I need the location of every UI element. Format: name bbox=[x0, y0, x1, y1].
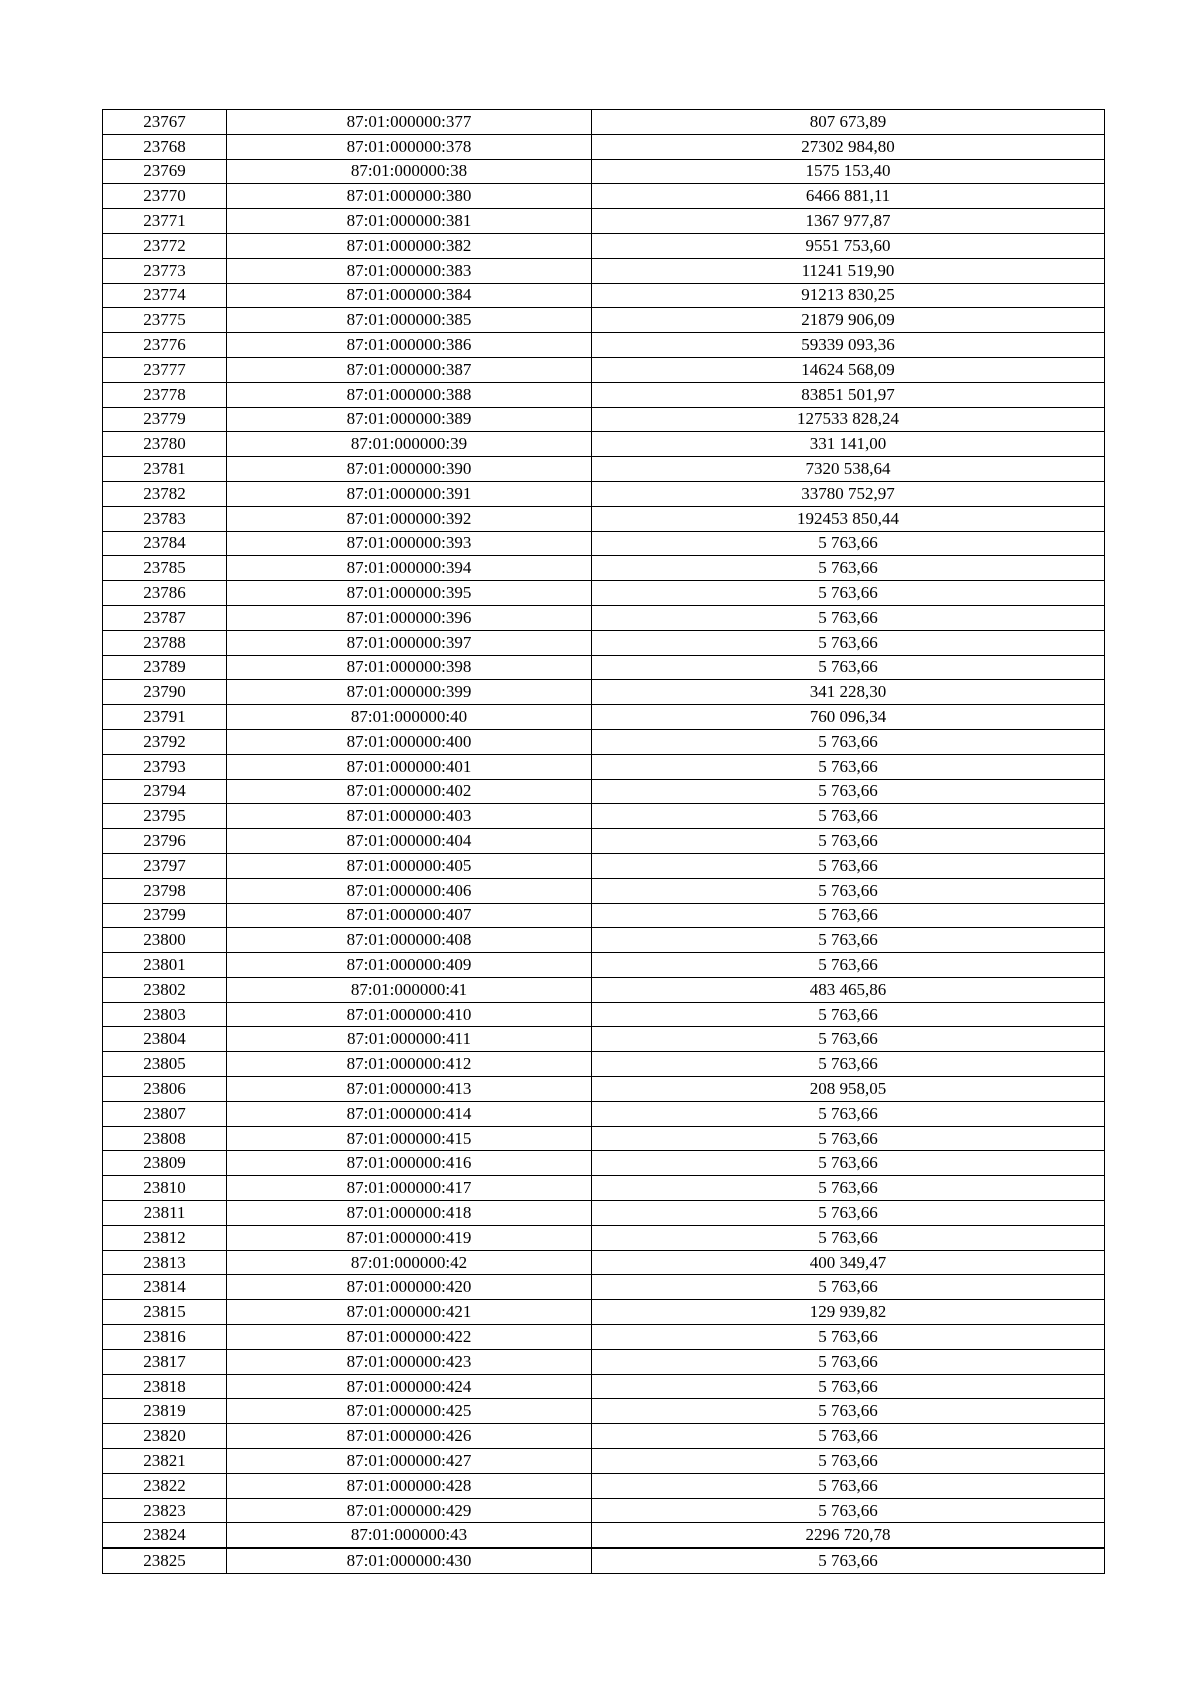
table-row bbox=[103, 1300, 1105, 1325]
row-number-cell: 23823 bbox=[103, 1498, 227, 1523]
cadastral-number-cell: 87:01:000000:404 bbox=[227, 829, 592, 854]
cadastral-value-cell: 5 763,66 bbox=[592, 531, 1105, 556]
cadastral-value-cell: 5 763,66 bbox=[592, 1548, 1105, 1573]
row-number-cell: 23796 bbox=[103, 829, 227, 854]
cadastral-value-cell: 5 763,66 bbox=[592, 1151, 1105, 1176]
row-number-cell: 23777 bbox=[103, 357, 227, 382]
table-row bbox=[103, 283, 1105, 308]
cadastral-number-cell: 87:01:000000:410 bbox=[227, 1002, 592, 1027]
cadastral-number-cell: 87:01:000000:392 bbox=[227, 506, 592, 531]
cadastral-number-cell: 87:01:000000:428 bbox=[227, 1473, 592, 1498]
cadastral-number-cell: 87:01:000000:384 bbox=[227, 283, 592, 308]
row-number-cell: 23803 bbox=[103, 1002, 227, 1027]
row-number-cell: 23791 bbox=[103, 705, 227, 730]
cadastral-value-cell: 5 763,66 bbox=[592, 1101, 1105, 1126]
cadastral-number-cell: 87:01:000000:386 bbox=[227, 333, 592, 358]
row-number-cell: 23770 bbox=[103, 184, 227, 209]
cadastral-value-cell: 5 763,66 bbox=[592, 1498, 1105, 1523]
cadastral-number-cell: 87:01:000000:407 bbox=[227, 903, 592, 928]
cadastral-value-cell: 760 096,34 bbox=[592, 705, 1105, 730]
table-row bbox=[103, 159, 1105, 184]
row-number-cell: 23774 bbox=[103, 283, 227, 308]
cadastral-value-cell: 5 763,66 bbox=[592, 1027, 1105, 1052]
cadastral-number-cell: 87:01:000000:424 bbox=[227, 1374, 592, 1399]
row-number-cell: 23792 bbox=[103, 729, 227, 754]
table-row bbox=[103, 829, 1105, 854]
table-row bbox=[103, 1077, 1105, 1102]
row-number-cell: 23768 bbox=[103, 134, 227, 159]
cadastral-value-cell: 807 673,89 bbox=[592, 110, 1105, 135]
table-row bbox=[103, 506, 1105, 531]
row-number-cell: 23798 bbox=[103, 878, 227, 903]
cadastral-value-cell: 5 763,66 bbox=[592, 1176, 1105, 1201]
cadastral-number-cell: 87:01:000000:409 bbox=[227, 953, 592, 978]
cadastral-value-cell: 9551 753,60 bbox=[592, 233, 1105, 258]
row-number-cell: 23793 bbox=[103, 754, 227, 779]
table-row bbox=[103, 357, 1105, 382]
row-number-cell: 23818 bbox=[103, 1374, 227, 1399]
cadastral-value-cell: 5 763,66 bbox=[592, 878, 1105, 903]
row-number-cell: 23794 bbox=[103, 779, 227, 804]
cadastral-value-cell: 5 763,66 bbox=[592, 1002, 1105, 1027]
cadastral-value-cell: 331 141,00 bbox=[592, 432, 1105, 457]
row-number-cell: 23813 bbox=[103, 1250, 227, 1275]
row-number-cell: 23811 bbox=[103, 1201, 227, 1226]
cadastral-number-cell: 87:01:000000:430 bbox=[227, 1548, 592, 1573]
row-number-cell: 23825 bbox=[103, 1548, 227, 1573]
row-number-cell: 23824 bbox=[103, 1523, 227, 1548]
cadastral-value-cell: 11241 519,90 bbox=[592, 258, 1105, 283]
cadastral-value-cell: 5 763,66 bbox=[592, 1275, 1105, 1300]
cadastral-number-cell: 87:01:000000:421 bbox=[227, 1300, 592, 1325]
cadastral-number-cell: 87:01:000000:377 bbox=[227, 110, 592, 135]
cadastral-number-cell: 87:01:000000:41 bbox=[227, 977, 592, 1002]
row-number-cell: 23800 bbox=[103, 928, 227, 953]
cadastral-number-cell: 87:01:000000:383 bbox=[227, 258, 592, 283]
cadastral-value-cell: 192453 850,44 bbox=[592, 506, 1105, 531]
row-number-cell: 23807 bbox=[103, 1101, 227, 1126]
cadastral-number-cell: 87:01:000000:394 bbox=[227, 556, 592, 581]
row-number-cell: 23769 bbox=[103, 159, 227, 184]
row-number-cell: 23805 bbox=[103, 1052, 227, 1077]
cadastral-value-cell: 5 763,66 bbox=[592, 556, 1105, 581]
cadastral-number-cell: 87:01:000000:397 bbox=[227, 630, 592, 655]
cadastral-value-cell: 5 763,66 bbox=[592, 605, 1105, 630]
row-number-cell: 23772 bbox=[103, 233, 227, 258]
cadastral-number-cell: 87:01:000000:412 bbox=[227, 1052, 592, 1077]
table-row bbox=[103, 779, 1105, 804]
cadastral-value-cell: 5 763,66 bbox=[592, 1473, 1105, 1498]
cadastral-number-cell: 87:01:000000:389 bbox=[227, 407, 592, 432]
table-body bbox=[103, 110, 1105, 1574]
cadastral-value-cell: 5 763,66 bbox=[592, 1225, 1105, 1250]
table-row bbox=[103, 853, 1105, 878]
row-number-cell: 23797 bbox=[103, 853, 227, 878]
table-row bbox=[103, 1052, 1105, 1077]
table-row bbox=[103, 1002, 1105, 1027]
row-number-cell: 23817 bbox=[103, 1349, 227, 1374]
cadastral-number-cell: 87:01:000000:402 bbox=[227, 779, 592, 804]
cadastral-number-cell: 87:01:000000:423 bbox=[227, 1349, 592, 1374]
cadastral-number-cell: 87:01:000000:39 bbox=[227, 432, 592, 457]
table-row bbox=[103, 1250, 1105, 1275]
table-row bbox=[103, 705, 1105, 730]
cadastral-value-cell: 33780 752,97 bbox=[592, 481, 1105, 506]
cadastral-value-cell: 5 763,66 bbox=[592, 1201, 1105, 1226]
cadastral-value-cell: 5 763,66 bbox=[592, 903, 1105, 928]
table-row bbox=[103, 1473, 1105, 1498]
row-number-cell: 23822 bbox=[103, 1473, 227, 1498]
table-row bbox=[103, 1275, 1105, 1300]
cadastral-value-cell: 5 763,66 bbox=[592, 853, 1105, 878]
row-number-cell: 23781 bbox=[103, 457, 227, 482]
row-number-cell: 23812 bbox=[103, 1225, 227, 1250]
table-row bbox=[103, 605, 1105, 630]
cadastral-number-cell: 87:01:000000:391 bbox=[227, 481, 592, 506]
table-row bbox=[103, 457, 1105, 482]
cadastral-value-cell: 483 465,86 bbox=[592, 977, 1105, 1002]
table-row bbox=[103, 110, 1105, 135]
cadastral-number-cell: 87:01:000000:395 bbox=[227, 581, 592, 606]
table-row bbox=[103, 928, 1105, 953]
cadastral-number-cell: 87:01:000000:378 bbox=[227, 134, 592, 159]
cadastral-number-cell: 87:01:000000:380 bbox=[227, 184, 592, 209]
cadastral-value-cell: 208 958,05 bbox=[592, 1077, 1105, 1102]
table-row bbox=[103, 903, 1105, 928]
table-row bbox=[103, 1349, 1105, 1374]
cadastral-value-cell: 27302 984,80 bbox=[592, 134, 1105, 159]
cadastral-number-cell: 87:01:000000:420 bbox=[227, 1275, 592, 1300]
row-number-cell: 23790 bbox=[103, 680, 227, 705]
row-number-cell: 23788 bbox=[103, 630, 227, 655]
table-row bbox=[103, 680, 1105, 705]
table-row bbox=[103, 754, 1105, 779]
table-row bbox=[103, 382, 1105, 407]
table-row bbox=[103, 1399, 1105, 1424]
cadastral-number-cell: 87:01:000000:417 bbox=[227, 1176, 592, 1201]
cadastral-value-cell: 5 763,66 bbox=[592, 1374, 1105, 1399]
cadastral-value-cell: 5 763,66 bbox=[592, 1449, 1105, 1474]
cadastral-number-cell: 87:01:000000:42 bbox=[227, 1250, 592, 1275]
table-row bbox=[103, 1225, 1105, 1250]
cadastral-number-cell: 87:01:000000:382 bbox=[227, 233, 592, 258]
table-row bbox=[103, 1374, 1105, 1399]
row-number-cell: 23821 bbox=[103, 1449, 227, 1474]
cadastral-value-cell: 5 763,66 bbox=[592, 1349, 1105, 1374]
cadastral-number-cell: 87:01:000000:400 bbox=[227, 729, 592, 754]
cadastral-number-cell: 87:01:000000:429 bbox=[227, 1498, 592, 1523]
cadastral-value-cell: 5 763,66 bbox=[592, 655, 1105, 680]
table-row bbox=[103, 556, 1105, 581]
row-number-cell: 23780 bbox=[103, 432, 227, 457]
row-number-cell: 23789 bbox=[103, 655, 227, 680]
row-number-cell: 23806 bbox=[103, 1077, 227, 1102]
table-row bbox=[103, 134, 1105, 159]
table-row bbox=[103, 1101, 1105, 1126]
cadastral-number-cell: 87:01:000000:403 bbox=[227, 804, 592, 829]
row-number-cell: 23776 bbox=[103, 333, 227, 358]
table-row bbox=[103, 1424, 1105, 1449]
cadastral-value-cell: 400 349,47 bbox=[592, 1250, 1105, 1275]
row-number-cell: 23808 bbox=[103, 1126, 227, 1151]
table-row bbox=[103, 1523, 1105, 1548]
cadastral-number-cell: 87:01:000000:419 bbox=[227, 1225, 592, 1250]
cadastral-number-cell: 87:01:000000:381 bbox=[227, 209, 592, 234]
table-row bbox=[103, 1201, 1105, 1226]
row-number-cell: 23816 bbox=[103, 1325, 227, 1350]
cadastral-number-cell: 87:01:000000:385 bbox=[227, 308, 592, 333]
table-row bbox=[103, 1498, 1105, 1523]
cadastral-number-cell: 87:01:000000:425 bbox=[227, 1399, 592, 1424]
table-row bbox=[103, 1126, 1105, 1151]
cadastral-value-cell: 5 763,66 bbox=[592, 1325, 1105, 1350]
table-row bbox=[103, 432, 1105, 457]
row-number-cell: 23801 bbox=[103, 953, 227, 978]
cadastral-number-cell: 87:01:000000:406 bbox=[227, 878, 592, 903]
table-row bbox=[103, 481, 1105, 506]
row-number-cell: 23799 bbox=[103, 903, 227, 928]
cadastral-value-cell: 5 763,66 bbox=[592, 1424, 1105, 1449]
cadastral-value-cell: 2296 720,78 bbox=[592, 1523, 1105, 1548]
row-number-cell: 23771 bbox=[103, 209, 227, 234]
row-number-cell: 23786 bbox=[103, 581, 227, 606]
cadastral-number-cell: 87:01:000000:40 bbox=[227, 705, 592, 730]
cadastral-value-cell: 5 763,66 bbox=[592, 754, 1105, 779]
cadastral-number-cell: 87:01:000000:38 bbox=[227, 159, 592, 184]
cadastral-value-cell: 91213 830,25 bbox=[592, 283, 1105, 308]
row-number-cell: 23810 bbox=[103, 1176, 227, 1201]
cadastral-value-cell: 7320 538,64 bbox=[592, 457, 1105, 482]
row-number-cell: 23787 bbox=[103, 605, 227, 630]
cadastral-value-cell: 5 763,66 bbox=[592, 829, 1105, 854]
cadastral-number-cell: 87:01:000000:411 bbox=[227, 1027, 592, 1052]
cadastral-number-cell: 87:01:000000:405 bbox=[227, 853, 592, 878]
table-row bbox=[103, 1325, 1105, 1350]
cadastral-value-cell: 5 763,66 bbox=[592, 729, 1105, 754]
cadastral-number-cell: 87:01:000000:387 bbox=[227, 357, 592, 382]
cadastral-value-table bbox=[102, 109, 1105, 1574]
cadastral-value-cell: 21879 906,09 bbox=[592, 308, 1105, 333]
row-number-cell: 23778 bbox=[103, 382, 227, 407]
row-number-cell: 23809 bbox=[103, 1151, 227, 1176]
cadastral-number-cell: 87:01:000000:398 bbox=[227, 655, 592, 680]
row-number-cell: 23785 bbox=[103, 556, 227, 581]
cadastral-value-cell: 59339 093,36 bbox=[592, 333, 1105, 358]
cadastral-number-cell: 87:01:000000:43 bbox=[227, 1523, 592, 1548]
cadastral-number-cell: 87:01:000000:393 bbox=[227, 531, 592, 556]
cadastral-number-cell: 87:01:000000:396 bbox=[227, 605, 592, 630]
table-row bbox=[103, 1027, 1105, 1052]
table-row bbox=[103, 184, 1105, 209]
cadastral-value-cell: 5 763,66 bbox=[592, 1126, 1105, 1151]
table-row bbox=[103, 308, 1105, 333]
row-number-cell: 23775 bbox=[103, 308, 227, 333]
row-number-cell: 23820 bbox=[103, 1424, 227, 1449]
cadastral-number-cell: 87:01:000000:390 bbox=[227, 457, 592, 482]
table-row bbox=[103, 407, 1105, 432]
table-row bbox=[103, 977, 1105, 1002]
cadastral-number-cell: 87:01:000000:418 bbox=[227, 1201, 592, 1226]
cadastral-number-cell: 87:01:000000:426 bbox=[227, 1424, 592, 1449]
cadastral-value-cell: 1575 153,40 bbox=[592, 159, 1105, 184]
cadastral-value-cell: 5 763,66 bbox=[592, 1399, 1105, 1424]
cadastral-number-cell: 87:01:000000:415 bbox=[227, 1126, 592, 1151]
row-number-cell: 23779 bbox=[103, 407, 227, 432]
cadastral-value-cell: 6466 881,11 bbox=[592, 184, 1105, 209]
row-number-cell: 23819 bbox=[103, 1399, 227, 1424]
cadastral-value-cell: 5 763,66 bbox=[592, 953, 1105, 978]
cadastral-number-cell: 87:01:000000:401 bbox=[227, 754, 592, 779]
table-row bbox=[103, 258, 1105, 283]
cadastral-value-cell: 14624 568,09 bbox=[592, 357, 1105, 382]
table-row bbox=[103, 655, 1105, 680]
cadastral-value-cell: 5 763,66 bbox=[592, 779, 1105, 804]
row-number-cell: 23802 bbox=[103, 977, 227, 1002]
table-row bbox=[103, 1449, 1105, 1474]
row-number-cell: 23783 bbox=[103, 506, 227, 531]
table-row bbox=[103, 1548, 1105, 1573]
cadastral-value-cell: 127533 828,24 bbox=[592, 407, 1105, 432]
cadastral-number-cell: 87:01:000000:388 bbox=[227, 382, 592, 407]
row-number-cell: 23804 bbox=[103, 1027, 227, 1052]
cadastral-number-cell: 87:01:000000:408 bbox=[227, 928, 592, 953]
cadastral-value-cell: 5 763,66 bbox=[592, 581, 1105, 606]
cadastral-number-cell: 87:01:000000:414 bbox=[227, 1101, 592, 1126]
row-number-cell: 23784 bbox=[103, 531, 227, 556]
cadastral-value-cell: 5 763,66 bbox=[592, 630, 1105, 655]
row-number-cell: 23815 bbox=[103, 1300, 227, 1325]
cadastral-value-cell: 129 939,82 bbox=[592, 1300, 1105, 1325]
table-row bbox=[103, 729, 1105, 754]
row-number-cell: 23782 bbox=[103, 481, 227, 506]
table-row bbox=[103, 581, 1105, 606]
cadastral-number-cell: 87:01:000000:427 bbox=[227, 1449, 592, 1474]
cadastral-value-cell: 341 228,30 bbox=[592, 680, 1105, 705]
cadastral-value-cell: 5 763,66 bbox=[592, 1052, 1105, 1077]
table-row bbox=[103, 878, 1105, 903]
table-row bbox=[103, 630, 1105, 655]
table-row bbox=[103, 209, 1105, 234]
cadastral-value-cell: 1367 977,87 bbox=[592, 209, 1105, 234]
cadastral-number-cell: 87:01:000000:399 bbox=[227, 680, 592, 705]
table-row bbox=[103, 1151, 1105, 1176]
row-number-cell: 23773 bbox=[103, 258, 227, 283]
table-row bbox=[103, 233, 1105, 258]
table-row bbox=[103, 953, 1105, 978]
cadastral-value-cell: 5 763,66 bbox=[592, 804, 1105, 829]
cadastral-value-cell: 83851 501,97 bbox=[592, 382, 1105, 407]
cadastral-number-cell: 87:01:000000:416 bbox=[227, 1151, 592, 1176]
table-row bbox=[103, 531, 1105, 556]
cadastral-value-cell: 5 763,66 bbox=[592, 928, 1105, 953]
table-row bbox=[103, 1176, 1105, 1201]
table-row bbox=[103, 333, 1105, 358]
row-number-cell: 23767 bbox=[103, 110, 227, 135]
cadastral-number-cell: 87:01:000000:422 bbox=[227, 1325, 592, 1350]
row-number-cell: 23814 bbox=[103, 1275, 227, 1300]
row-number-cell: 23795 bbox=[103, 804, 227, 829]
table-row bbox=[103, 804, 1105, 829]
cadastral-number-cell: 87:01:000000:413 bbox=[227, 1077, 592, 1102]
